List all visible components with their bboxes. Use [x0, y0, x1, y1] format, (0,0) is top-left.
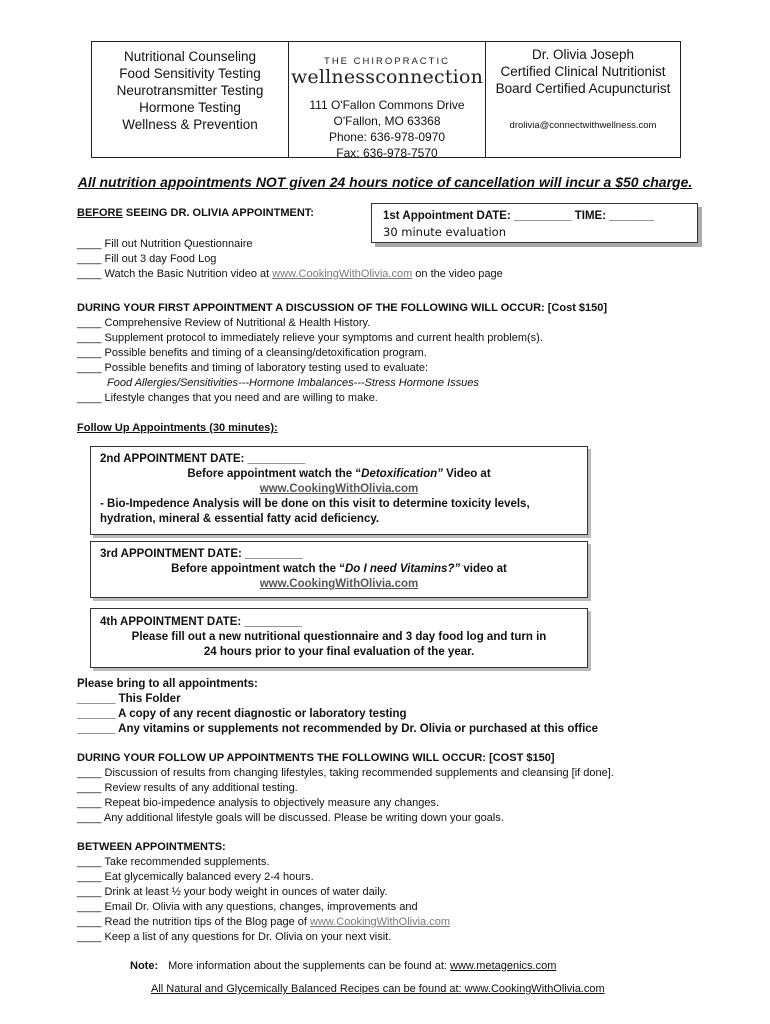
checklist-item: ____ Discussion of results from changing lifestyles, taking recommended supplements and cleansing [if done]. — [77, 767, 614, 779]
metagenics-link[interactable]: www.metagenics.com — [450, 960, 557, 972]
doctor-email: drolivia@connectwithwellness.com — [509, 120, 657, 131]
doctor-credential: Board Certified Acupuncturist — [495, 81, 671, 96]
checklist-item: ____ Keep a list of any questions for Dr. Olivia on your next visit. — [77, 931, 392, 943]
first-appointment-date: 1st Appointment DATE: _________ TIME: _______ — [383, 210, 654, 222]
logo-wordmark: wellnessconnection — [290, 66, 484, 88]
checklist-item: ____ Eat glycemically balanced every 2-4 hours. — [77, 871, 314, 883]
bio-impedence-note: hydration, mineral & essential fatty acid deficiency. — [100, 513, 380, 525]
bring-item: ______ A copy of any recent diagnostic or laboratory testing — [77, 708, 407, 720]
before-title-rest: SEEING DR. OLIVIA APPOINTMENT: — [122, 207, 314, 219]
during-first-title: DURING YOUR FIRST APPOINTMENT A DISCUSSION OF THE FOLLOWING WILL OCCUR: [Cost $150] — [77, 302, 608, 314]
doctor-credential: Certified Clinical Nutritionist — [500, 64, 666, 79]
fax-line: Fax: 636-978-7570 — [336, 146, 438, 160]
doctor-name: Dr. Olivia Joseph — [531, 47, 635, 62]
address-line: 111 O'Fallon Commons Drive — [309, 98, 465, 112]
address-line: O'Fallon, MO 63368 — [333, 114, 441, 128]
fourth-instruction: 24 hours prior to your final evaluation of the year. — [203, 646, 475, 658]
checklist-item — [77, 267, 503, 282]
second-video-line — [91, 467, 587, 482]
checklist-item: ____ Fill out 3 day Food Log — [77, 253, 217, 265]
phone-line: Phone: 636-978-0970 — [328, 130, 446, 144]
checklist-item: ____ Lifestyle changes that you need and are willing to make. — [77, 392, 378, 404]
bring-item: ______ This Folder — [77, 693, 181, 705]
cancellation-banner: All nutrition appointments NOT given 24 hours notice of cancellation will incur a $50 charge. — [77, 174, 693, 190]
checklist-item: ____ Supplement protocol to immediately relieve your symptoms and current health problem(s). — [77, 332, 543, 344]
checklist-item: ____ Comprehensive Review of Nutritional & Health History. — [77, 317, 371, 329]
text: ____ Read the nutrition tips of the Blog page of — [77, 916, 310, 928]
service-item: Food Sensitivity Testing — [119, 66, 261, 81]
video-title: Do I need Vitamins?” — [344, 563, 461, 575]
bring-title: Please bring to all appointments: — [77, 678, 258, 690]
checklist-item: ____ Possible benefits and timing of laboratory testing used to evaluate: — [77, 362, 429, 374]
cooking-link[interactable]: www.CookingWithOlivia.com — [310, 916, 450, 928]
text: video at — [460, 563, 507, 575]
checklist-item: ____ Any additional lifestyle goals will be discussed. Please be writing down your goals. — [77, 812, 504, 824]
fourth-appointment-date: 4th APPOINTMENT DATE: _________ — [100, 616, 302, 628]
text: More information about the supplements can be found at: — [168, 960, 451, 972]
before-title-underlined: BEFORE — [77, 207, 123, 219]
cooking-link[interactable]: www.CookingWithOlivia.com — [272, 268, 413, 280]
checklist-item: ____ Review results of any additional testing. — [77, 782, 298, 794]
cooking-link[interactable]: www.CookingWithOlivia.com — [259, 483, 419, 495]
cooking-link[interactable]: www.CookingWithOlivia.com — [259, 578, 419, 590]
video-title: Detoxification” — [361, 468, 443, 480]
fourth-instruction: Please fill out a new nutritional questionnaire and 3 day food log and turn in — [131, 631, 547, 643]
fourth-appointment-box — [90, 608, 588, 668]
before-title — [77, 206, 314, 221]
third-video-line — [91, 562, 587, 577]
checklist-item: ____ Fill out Nutrition Questionnaire — [77, 238, 253, 250]
note-label: Note: — [130, 960, 159, 972]
doctor-info — [486, 42, 680, 157]
checklist-item: ____ Possible benefits and timing of a cleansing/detoxification program. — [77, 347, 427, 359]
third-appointment-box — [90, 541, 588, 598]
first-appointment-duration: 30 minute evaluation — [383, 225, 506, 239]
clinic-address — [289, 97, 485, 161]
text: Video at — [442, 468, 491, 480]
second-appointment-date: 2nd APPOINTMENT DATE: _________ — [100, 453, 306, 465]
checklist-item: ____ Repeat bio-impedence analysis to objectively measure any changes. — [77, 797, 439, 809]
services-list — [92, 42, 289, 157]
text: Before appointment watch the “ — [187, 468, 362, 480]
service-item: Nutritional Counseling — [123, 49, 257, 64]
clinic-info — [289, 42, 486, 160]
checklist-item: ____ Email Dr. Olivia with any questions, changes, improvements and — [77, 901, 418, 913]
third-appointment-date: 3rd APPOINTMENT DATE: _________ — [100, 548, 303, 560]
bring-item: ______ Any vitamins or supplements not recommended by Dr. Olivia or purchased at this office — [77, 723, 599, 735]
text: on the video page — [412, 268, 503, 280]
followup-title: Follow Up Appointments (30 minutes): — [77, 422, 278, 434]
text: Before appointment watch the “ — [171, 563, 345, 575]
second-appointment-box — [90, 446, 588, 535]
service-item: Hormone Testing — [139, 100, 241, 115]
recipes-note[interactable]: All Natural and Glycemically Balanced Recipes can be found at: www.CookingWithOlivia.com — [151, 983, 605, 995]
between-title: BETWEEN APPOINTMENTS: — [77, 841, 226, 853]
text: ____ Watch the Basic Nutrition video at — [77, 268, 273, 280]
supplement-note — [130, 960, 556, 972]
service-item: Wellness & Prevention — [122, 117, 258, 132]
logo-tagline: THE CHIROPRACTIC — [324, 56, 450, 67]
during-followup-title: DURING YOUR FOLLOW UP APPOINTMENTS THE FOLLOWING WILL OCCUR: [COST $150] — [77, 752, 555, 764]
checklist-item: ____ Take recommended supplements. — [77, 856, 270, 868]
testing-types: Food Allergies/Sensitivities---Hormone Imbalances---Stress Hormone Issues — [107, 377, 479, 389]
bio-impedence-note: - Bio-Impedence Analysis will be done on this visit to determine toxicity levels, — [100, 498, 530, 510]
letterhead — [91, 41, 681, 158]
checklist-item — [77, 915, 450, 930]
service-item: Neurotransmitter Testing — [116, 83, 264, 98]
checklist-item: ____ Drink at least ½ your body weight in ounces of water daily. — [77, 886, 388, 898]
first-appointment-box — [371, 203, 698, 243]
